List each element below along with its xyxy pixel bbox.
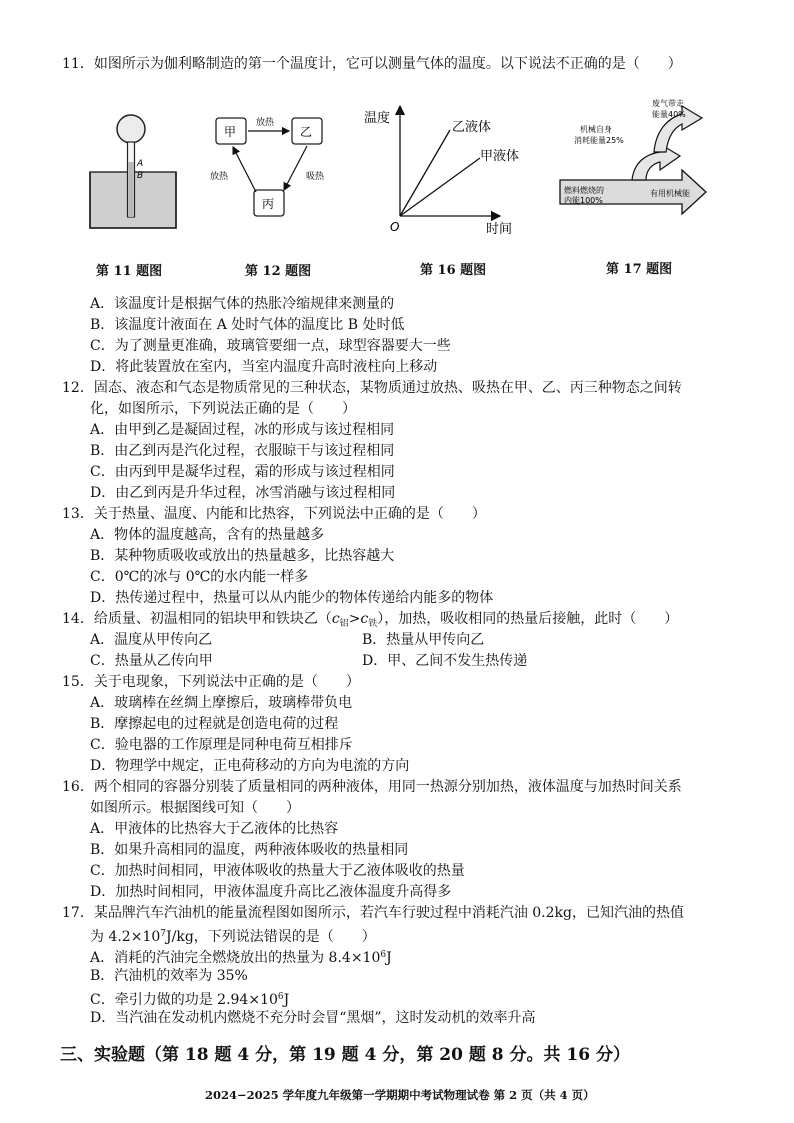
q16-option-c: C．加热时间相同，甲液体吸收的热量大于乙液体吸收的热量 [90, 863, 465, 879]
label-waste-gas: 废气带走能量40% [652, 99, 686, 119]
q17-c-post: J [283, 992, 290, 1008]
q15-option-c: C．验电器的工作原理是同种电荷互相排斥 [90, 737, 353, 753]
q17-stem-line2 [90, 924, 376, 947]
q16-option-d: D．加热时间相同，甲液体温度升高比乙液体温度升高得多 [90, 884, 452, 900]
state-yi: 乙 [300, 125, 313, 139]
q16-stem-line2: 如图所示。根据图线可知（ ） [90, 800, 300, 816]
q17-a-post: J [386, 950, 392, 966]
q16-option-a: A．甲液体的比热容大于乙液体的比热容 [90, 821, 339, 837]
c-fe-sub: 铁 [368, 619, 378, 629]
q17-stem2-pre: 为 4.2×10 [90, 929, 161, 945]
c-al: c [331, 611, 340, 627]
q13-option-b: B．某种物质吸收或放出的热量越多，比热容越大 [90, 548, 395, 564]
q13-option-c: C．0℃的冰与 0℃的水内能一样多 [90, 569, 309, 585]
q13-option-d: D．热传递过程中，热量可以从内能少的物体传递给内能多的物体 [90, 590, 494, 606]
q11-option-d: D．将此装置放在室内，当室内温度升高时液柱向上移动 [90, 359, 438, 375]
q14-option-d: D．甲、乙间不发生热传递 [362, 653, 528, 669]
figure-17-energy-flow [556, 96, 716, 226]
y-axis-label: 温度 [364, 111, 391, 126]
q13-stem: 13．关于热量、温度、内能和比热容，下列说法中正确的是（ ） [62, 506, 486, 522]
section-3-heading: 三、实验题（第 18 题 4 分，第 19 题 4 分，第 20 题 8 分。共 16 分） [60, 1045, 630, 1065]
q17-c-pre: C．牵引力做的功是 2.94×10 [90, 992, 278, 1008]
q11-option-b: B．该温度计液面在 A 处时气体的温度比 B 处时低 [90, 317, 405, 333]
arrow-label-right: 吸热 [306, 172, 325, 182]
q14-option-a: A．温度从甲传向乙 [90, 632, 213, 648]
q17-option-a [90, 945, 392, 968]
q12-option-a: A．由甲到乙是凝固过程，冰的形成与该过程相同 [90, 422, 395, 438]
c-fe: c [360, 611, 369, 627]
q17-stem2-exp: 7 [160, 929, 166, 939]
q15-option-d: D．物理学中规定，正电荷移动的方向为电流的方向 [90, 758, 410, 774]
label-B: B [137, 171, 144, 181]
q15-stem: 15．关于电现象，下列说法中正确的是（ ） [62, 674, 360, 690]
q11-option-a: A．该温度计是根据气体的热胀冷缩规律来测量的 [90, 296, 395, 312]
figure-11-thermometer [86, 112, 180, 232]
state-bing: 丙 [262, 197, 275, 211]
figure-17-caption: 第 17 题图 [606, 262, 673, 277]
q17-stem-line1: 17．某品牌汽车汽油机的能量流程图如图所示，若汽车行驶过程中消耗汽油 0.2kg，已知汽油的热值 [62, 905, 684, 921]
q16-option-b: B．如果升高相同的温度，两种液体吸收的热量相同 [90, 842, 409, 858]
q14-option-b: B．热量从甲传向乙 [362, 632, 485, 648]
q12-option-b: B．由乙到丙是汽化过程，衣服晾干与该过程相同 [90, 443, 395, 459]
arrow-label-top: 放热 [256, 118, 275, 128]
q13-option-a: A．物体的温度越高，含有的热量越多 [90, 527, 325, 543]
label-fuel: 燃料燃烧的内能100% [564, 186, 604, 205]
q14-stem-post: ），加热，吸收相同的热量后接触，此时（ ） [377, 611, 679, 627]
figure-12-state-diagram [208, 110, 338, 222]
arrow-label-left: 放热 [210, 172, 229, 182]
q17-option-b: B．汽油机的效率为 35% [90, 968, 248, 984]
q14-option-c: C．热量从乙传向甲 [90, 653, 213, 669]
series-line-jia [400, 158, 480, 216]
page-footer: 2024−2025 学年度九年级第一学期期中考试物理试卷 第 2 页（共 4 页） [205, 1088, 595, 1102]
q14-stem-pre: 14．给质量、初温相同的铝块甲和铁块乙（ [62, 611, 332, 627]
c-al-sub: 铝 [339, 619, 349, 629]
q17-c-exp: 6 [277, 992, 284, 1002]
series-label-yi: 乙液体 [452, 120, 492, 135]
q15-option-a: A．玻璃棒在丝绸上摩擦后，玻璃棒带负电 [90, 695, 353, 711]
state-jia: 甲 [224, 125, 237, 139]
figure-12-caption: 第 12 题图 [245, 264, 312, 279]
origin-label: O [390, 220, 400, 234]
x-axis-label: 时间 [486, 222, 513, 237]
q12-stem-line1: 12．固态、液态和气态是物质常见的三种状态，某物质通过放热、吸热在甲、乙、丙三种物态之间转 [62, 380, 682, 396]
q11-option-c: C．为了测量更准确，玻璃管要细一点，球型容器要大一些 [90, 338, 451, 354]
series-label-jia: 甲液体 [480, 149, 520, 164]
gt-sign: > [348, 611, 361, 627]
label-useful: 有用机械能 [650, 189, 690, 198]
figure-11-caption: 第 11 题图 [96, 264, 163, 279]
q11-stem: 11．如图所示为伽利略制造的第一个温度计，它可以测量气体的温度。以下说法不正确的是（ ） [62, 56, 682, 72]
series-line-yi [400, 130, 450, 216]
q16-stem-line1: 16．两个相同的容器分别装了质量相同的两种液体，用同一热源分别加热，液体温度与加热时间关系 [62, 779, 682, 795]
q17-a-exp: 6 [380, 950, 387, 960]
q12-option-d: D．由乙到丙是升华过程，冰雪消融与该过程相同 [90, 485, 396, 501]
q17-option-c [90, 987, 289, 1010]
q17-stem2-post: J/kg，下列说法错误的是（ ） [166, 929, 376, 945]
figure-16-chart [362, 100, 532, 240]
q17-option-d: D．当汽油在发动机内燃烧不充分时会冒“黑烟”，这时发动机的效率升高 [90, 1010, 536, 1026]
label-machine-loss: 机械自身消耗能量25% [574, 125, 624, 145]
label-A: A [137, 159, 144, 169]
q12-option-c: C．由丙到甲是凝华过程，霜的形成与该过程相同 [90, 464, 395, 480]
q15-option-b: B．摩擦起电的过程就是创造电荷的过程 [90, 716, 339, 732]
q17-a-pre: A．消耗的汽油完全燃烧放出的热量为 8.4×10 [90, 950, 381, 966]
figure-16-caption: 第 16 题图 [420, 263, 487, 278]
q12-stem-line2: 化，如图所示，下列说法正确的是（ ） [90, 401, 356, 417]
